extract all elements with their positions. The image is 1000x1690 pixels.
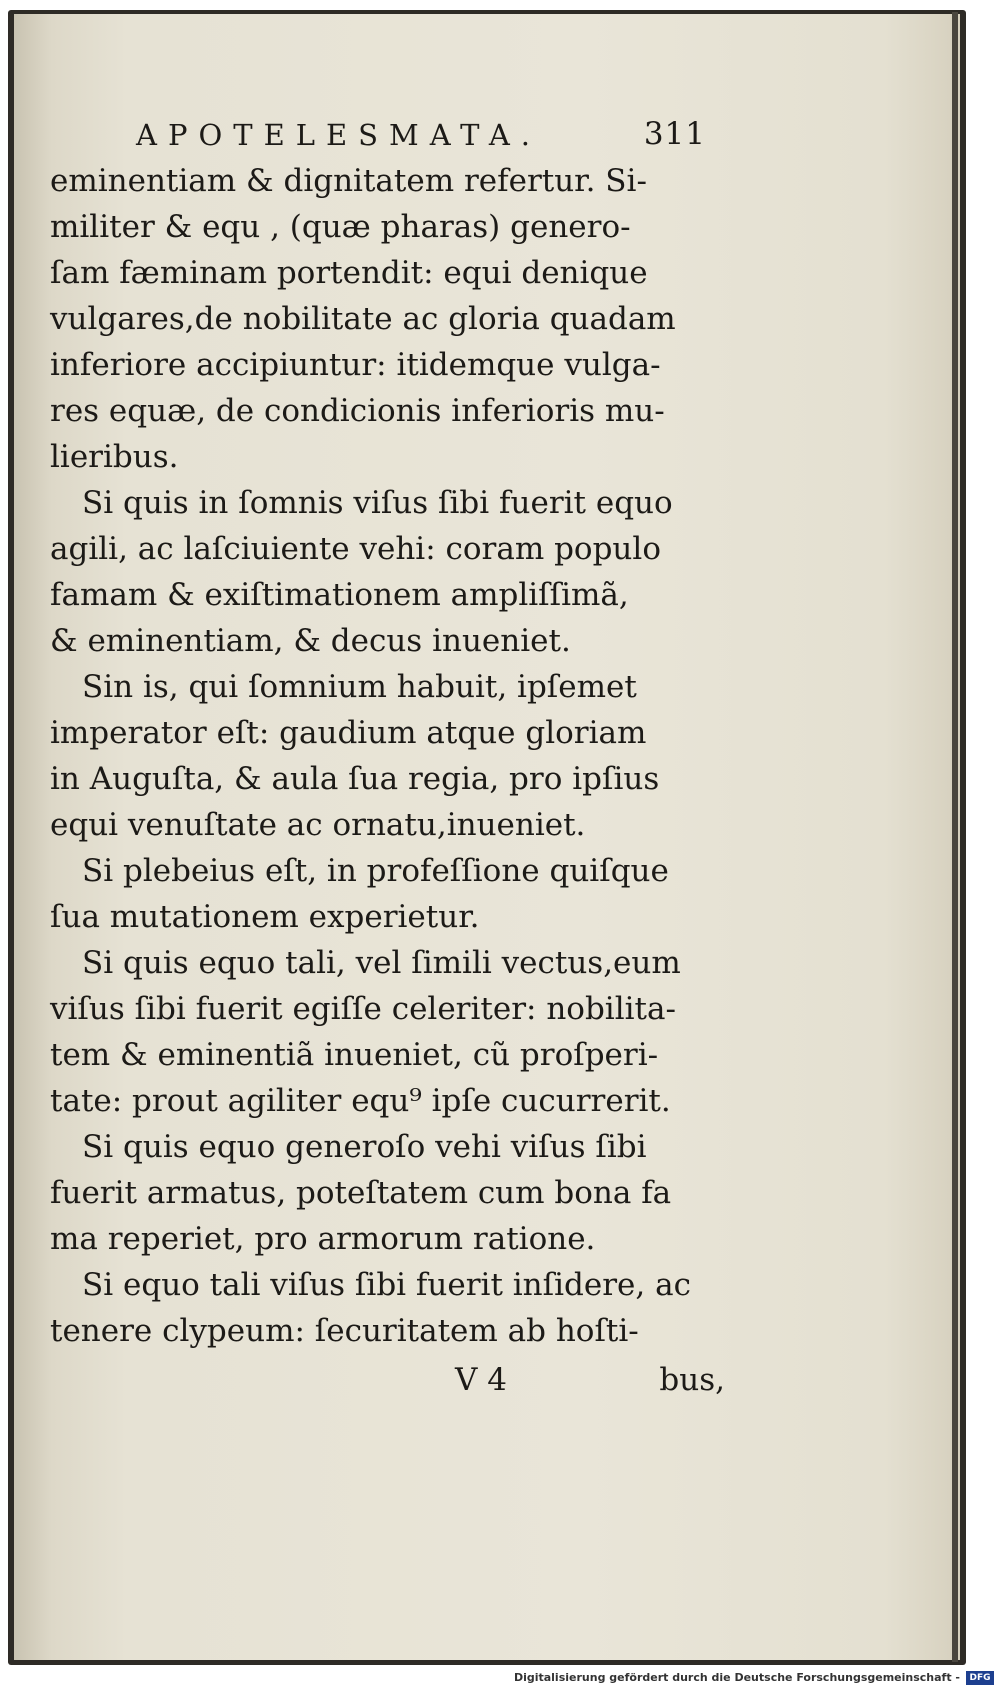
text-line: tem & eminentiã inueniet, cũ proſperi- [50, 1037, 659, 1073]
text-line: Si equo tali viſus ſibi fuerit inſidere, ac [82, 1267, 691, 1303]
text-line: Si quis in ſomnis viſus ſibi fuerit equo [82, 485, 673, 521]
digitization-footer [0, 1668, 1000, 1690]
text-line: Si quis equo generoſo vehi viſus ſibi [82, 1129, 647, 1165]
signature-mark: V 4 [455, 1362, 507, 1398]
text-line: viſus ſibi fuerit egiſſe celeriter: nobilita- [50, 991, 676, 1027]
text-line: lieribus. [50, 439, 179, 475]
text-line: ſam fæminam portendit: equi denique [50, 255, 648, 291]
text-line: vulgares,de nobilitate ac gloria quadam [50, 301, 676, 337]
dfg-logo: DFG [966, 1671, 994, 1685]
text-line: fuerit armatus, poteſtatem cum bona fa [50, 1175, 672, 1211]
funding-credit: Digitalisierung gefördert durch die Deutsche Forschungsgemeinschaft - [513, 1671, 960, 1684]
page-header [136, 118, 706, 158]
catchword: bus, [659, 1362, 725, 1398]
text-line: famam & exiſtimationem ampliſſimã, [50, 577, 629, 613]
text-line: ſua mutationem experietur. [50, 899, 480, 935]
text-line: ma reperiet, pro armorum ratione. [50, 1221, 596, 1257]
text-line: tenere clypeum: ſecuritatem ab hoſti- [50, 1313, 639, 1349]
text-line: agili, ac laſciuiente vehi: coram populo [50, 531, 661, 567]
text-line: inferiore accipiuntur: itidemque vulga- [50, 347, 661, 383]
text-line: & eminentiam, & decus inueniet. [50, 623, 571, 659]
text-line: tate: prout agiliter equ⁹ ipſe cucurrerit. [50, 1083, 671, 1119]
text-line: Si quis equo tali, vel ſimili vectus,eum [82, 945, 681, 981]
text-line: in Auguſta, & aula ſua regia, pro ipſius [50, 761, 660, 797]
page-footer [440, 1362, 725, 1408]
text-line: militer & equ , (quæ pharas) genero- [50, 209, 631, 245]
text-line: eminentiam & dignitatem refertur. Si- [50, 163, 647, 199]
page-number: 311 [643, 116, 706, 152]
text-line: res equæ, de condicionis inferioris mu- [50, 393, 665, 429]
text-line: Si plebeius eſt, in profeſſione quiſque [82, 853, 669, 889]
text-line: imperator eſt: gaudium atque gloriam [50, 715, 647, 751]
text-line: equi venuſtate ac ornatu,inueniet. [50, 807, 586, 843]
text-line: Sin is, qui ſomnium habuit, ipſemet [82, 669, 637, 705]
running-head: APOTELESMATA. [136, 118, 542, 152]
body-text [50, 158, 720, 1354]
book-page-edge [952, 12, 958, 1662]
